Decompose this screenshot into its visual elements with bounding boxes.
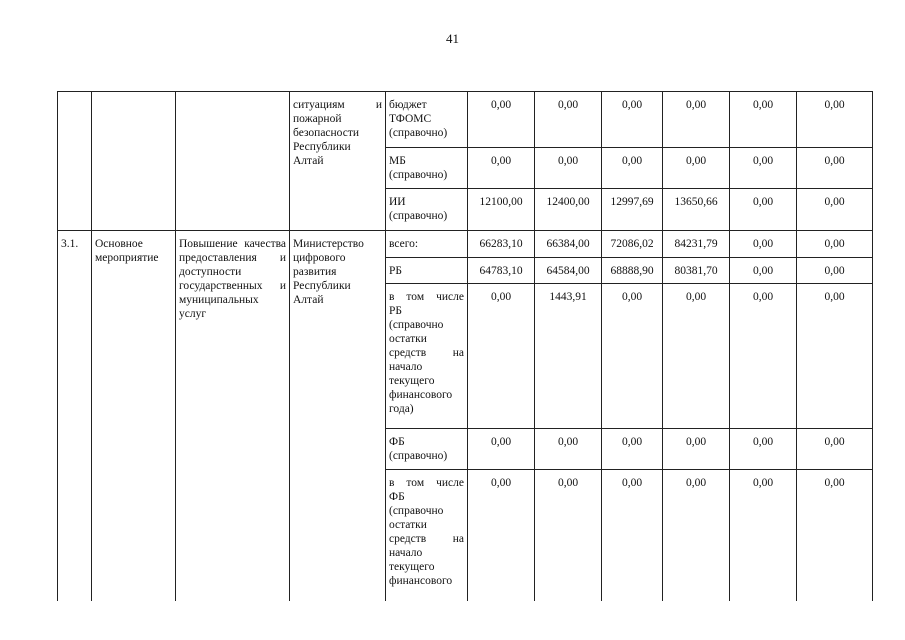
cell-funding-source: ФБ (справочно) (386, 429, 468, 470)
cell-value: 66384,00 (535, 231, 602, 258)
cell-value: 0,00 (730, 92, 797, 148)
cell-value: 0,00 (535, 148, 602, 189)
cell-value: 0,00 (468, 470, 535, 601)
cell-number (58, 92, 92, 231)
cell-value: 84231,79 (663, 231, 730, 258)
cell-value: 0,00 (663, 470, 730, 601)
cell-value: 0,00 (663, 92, 730, 148)
cell-value: 0,00 (797, 470, 873, 601)
cell-value: 0,00 (535, 92, 602, 148)
cell-value: 12400,00 (535, 189, 602, 231)
cell-value: 0,00 (535, 470, 602, 601)
budget-table (57, 91, 873, 601)
cell-value: 0,00 (730, 258, 797, 284)
cell-value: 0,00 (468, 429, 535, 470)
cell-value: 0,00 (602, 148, 663, 189)
page-number: 41 (446, 31, 459, 46)
cell-value: 0,00 (602, 429, 663, 470)
cell-value: 12100,00 (468, 189, 535, 231)
cell-value: 66283,10 (468, 231, 535, 258)
cell-value: 0,00 (730, 148, 797, 189)
cell-value: 0,00 (797, 429, 873, 470)
cell-value: 1443,91 (535, 284, 602, 429)
cell-value: 64783,10 (468, 258, 535, 284)
cell-value: 0,00 (468, 92, 535, 148)
cell-funding-source: в том числе ФБ (справочно остатки средств на начало текущего финансового (386, 470, 468, 601)
cell-value: 12997,69 (602, 189, 663, 231)
cell-funding-source: РБ (386, 258, 468, 284)
cell-funding-source: бюджет ТФОМС (справочно) (386, 92, 468, 148)
cell-funding-source: всего: (386, 231, 468, 258)
cell-value: 0,00 (468, 148, 535, 189)
cell-value: 0,00 (797, 92, 873, 148)
cell-name (176, 92, 290, 231)
cell-value: 0,00 (602, 92, 663, 148)
cell-value: 0,00 (730, 470, 797, 601)
cell-funding-source: МБ (справочно) (386, 148, 468, 189)
table-row (58, 231, 873, 258)
cell-value: 0,00 (730, 189, 797, 231)
cell-funding-source: ИИ (справочно) (386, 189, 468, 231)
cell-value: 0,00 (468, 284, 535, 429)
cell-value: 68888,90 (602, 258, 663, 284)
cell-value: 0,00 (797, 284, 873, 429)
table-row (58, 92, 873, 148)
cell-value: 80381,70 (663, 258, 730, 284)
cell-value: 0,00 (730, 284, 797, 429)
cell-value: 0,00 (663, 148, 730, 189)
cell-value: 0,00 (797, 231, 873, 258)
cell-value: 0,00 (602, 284, 663, 429)
cell-funding-source: в том числе РБ (справочно остатки средств на начало текущего финансового года) (386, 284, 468, 429)
cell-executor: ситуациям и пожарной безопасности Республики Алтай (290, 92, 386, 231)
cell-value: 0,00 (797, 189, 873, 231)
cell-measure-type: Основное мероприятие (92, 231, 176, 601)
cell-value: 0,00 (797, 258, 873, 284)
cell-value: 0,00 (663, 284, 730, 429)
cell-measure-name: Повышение качества предоставления и доступности государственных и муниципальных услуг (176, 231, 290, 601)
cell-type (92, 92, 176, 231)
cell-value: 72086,02 (602, 231, 663, 258)
cell-measure-number: 3.1. (58, 231, 92, 601)
cell-value: 64584,00 (535, 258, 602, 284)
cell-value: 0,00 (730, 231, 797, 258)
cell-value: 0,00 (730, 429, 797, 470)
cell-value: 0,00 (535, 429, 602, 470)
cell-measure-executor: Министерство цифрового развития Республики Алтай (290, 231, 386, 601)
cell-value: 0,00 (663, 429, 730, 470)
cell-value: 0,00 (602, 470, 663, 601)
cell-value: 0,00 (797, 148, 873, 189)
cell-value: 13650,66 (663, 189, 730, 231)
